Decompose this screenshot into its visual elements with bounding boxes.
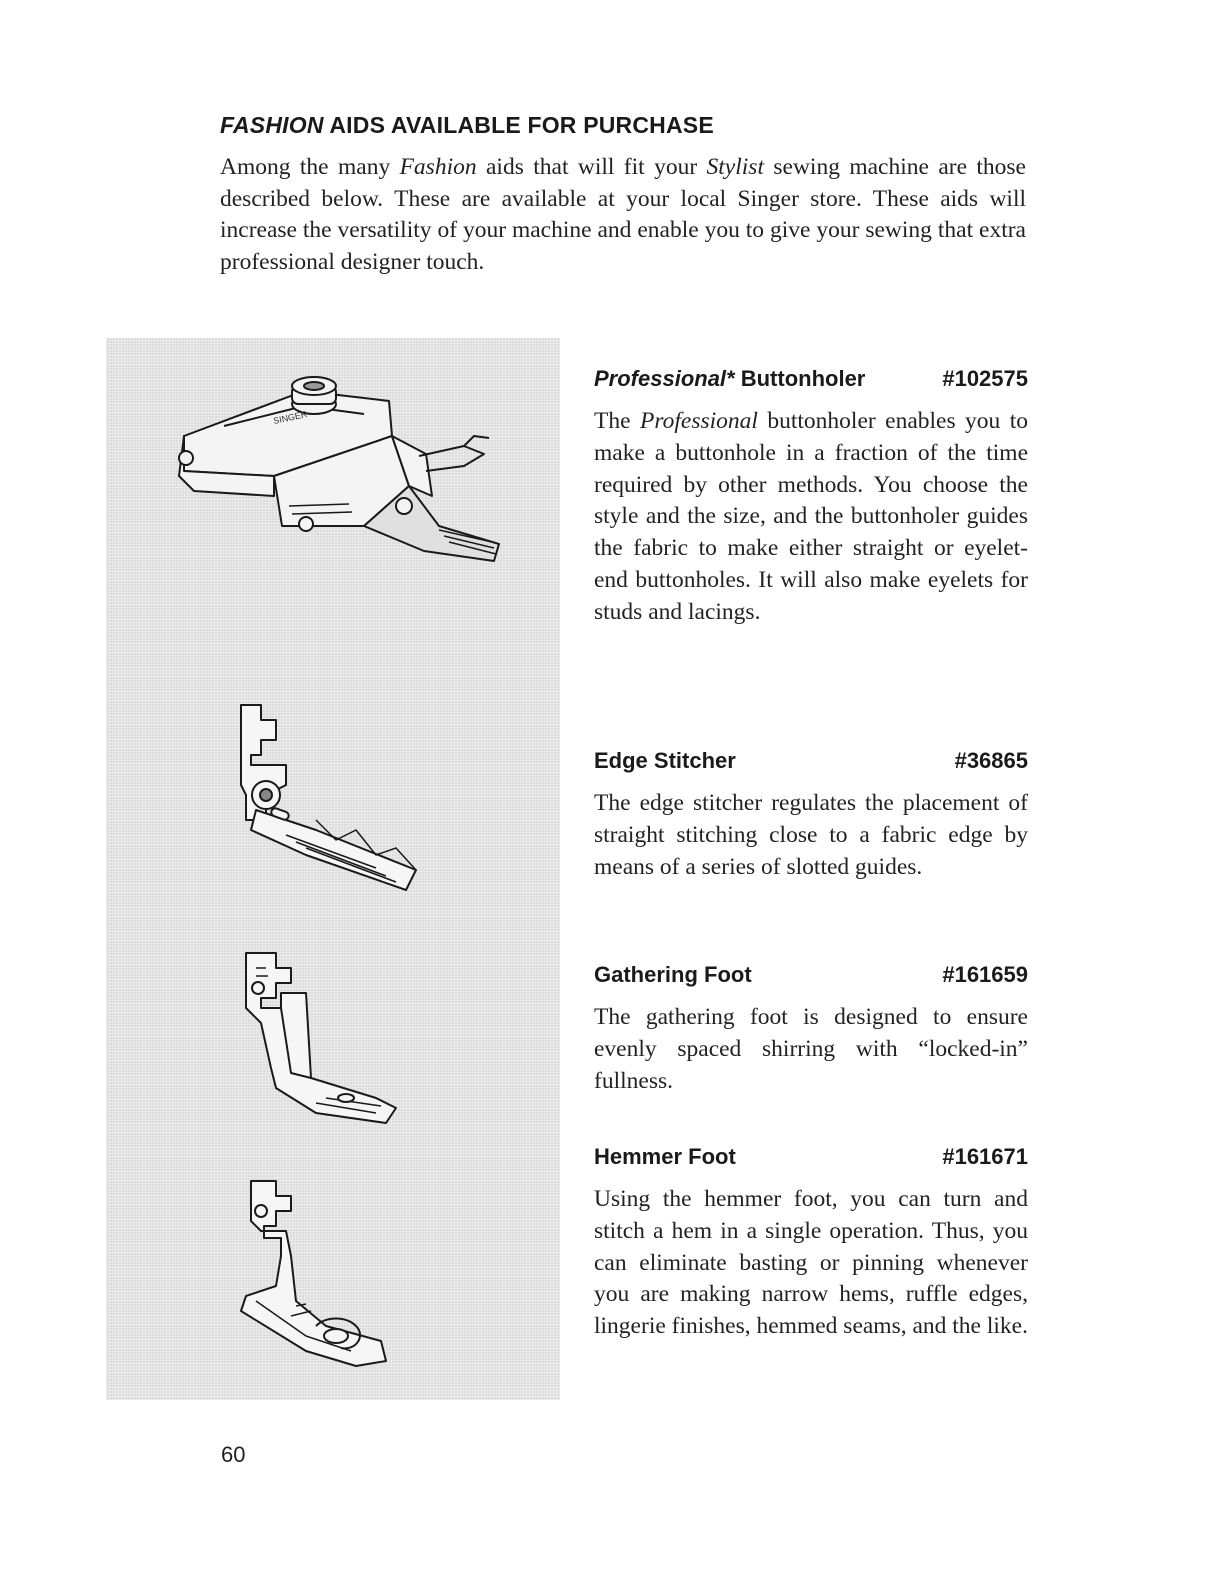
edge-stitcher-illustration — [226, 700, 426, 900]
desc-professional: Professional — [639, 408, 758, 434]
buttonholer-illustration — [164, 376, 504, 576]
intro-text-3: sewing machine are those described below. These are available at your local Singer store. These aids will increase the versatility of your machine and enable you to give your sewing that extra professional designer touch. — [220, 154, 1026, 275]
item-header — [594, 962, 1028, 992]
item-edge-stitcher — [594, 748, 1028, 883]
hemmer-foot-illustration — [236, 1176, 416, 1376]
intro-text-2: aids that will fit your — [476, 154, 707, 180]
item-name: Gathering Foot — [594, 962, 752, 987]
item-gathering-foot — [594, 962, 1028, 1097]
heading-fashion: FASHION — [220, 112, 324, 138]
desc-text-1: The — [594, 408, 640, 434]
item-header — [594, 1144, 1028, 1174]
item-number: #102575 — [942, 366, 1028, 391]
desc-text-2: buttonholer enables you to make a buttonhole in a fraction of the time required by other methods. You choose the style and the size, and the buttonholer guides the fabric to make either straight or eyelet-end buttonholes. It will also make eyelets for studs and lacings. — [594, 408, 1028, 625]
item-header — [594, 748, 1028, 778]
intro-paragraph — [220, 152, 1026, 278]
intro-fashion: Fashion — [399, 154, 477, 180]
buttonholer-brand: SINGER — [272, 408, 309, 426]
item-number: #36865 — [954, 748, 1028, 773]
heading-rest: AIDS AVAILABLE FOR PURCHASE — [323, 112, 714, 138]
illustration-panel — [106, 338, 560, 1400]
item-description: The gathering foot is designed to ensure evenly spaced shirring with “locked-in” fullness. — [594, 1004, 1028, 1094]
item-buttonholer — [594, 366, 1028, 629]
item-name-rest: Buttonholer — [734, 366, 866, 391]
item-name — [594, 366, 865, 392]
section-heading — [220, 112, 714, 139]
item-name: Hemmer Foot — [594, 1144, 736, 1169]
intro-text-1: Among the many — [220, 154, 400, 180]
item-description: Using the hemmer foot, you can turn and stitch a hem in a single operation. Thus, you can eliminate basting or pinning whenever you are making narrow hems, ruffle edges, lingerie finishes, hemmed seams, and the like. — [594, 1186, 1028, 1340]
item-description: The edge stitcher regulates the placement of straight stitching close to a fabric edge by means of a series of slotted guides. — [594, 790, 1028, 880]
item-description — [594, 406, 1028, 629]
item-name-italic: Professional* — [594, 366, 735, 391]
item-header — [594, 366, 1028, 396]
item-hemmer-foot — [594, 1144, 1028, 1343]
item-name: Edge Stitcher — [594, 748, 736, 773]
item-number: #161659 — [942, 962, 1028, 987]
item-number: #161671 — [942, 1144, 1028, 1169]
page-number: 60 — [221, 1442, 246, 1467]
gathering-foot-illustration — [236, 948, 416, 1138]
intro-stylist: Stylist — [706, 154, 764, 180]
